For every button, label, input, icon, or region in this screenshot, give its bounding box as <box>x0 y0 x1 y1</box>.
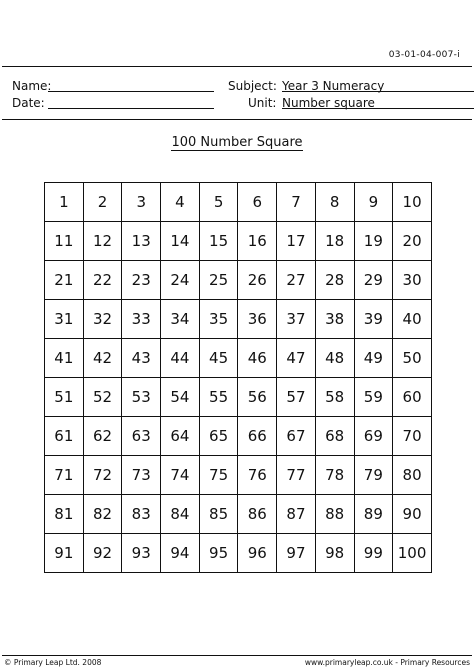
grid-cell: 42 <box>83 339 122 378</box>
header-rule-top <box>2 66 472 67</box>
grid-cell: 71 <box>45 456 84 495</box>
subject-line <box>282 91 474 92</box>
name-field[interactable] <box>12 79 51 93</box>
grid-cell: 34 <box>161 300 200 339</box>
grid-cell: 25 <box>199 261 238 300</box>
grid-cell: 44 <box>161 339 200 378</box>
grid-cell: 59 <box>354 378 393 417</box>
grid-cell: 99 <box>354 534 393 573</box>
unit-label: Unit: <box>248 96 277 110</box>
grid-cell: 80 <box>393 456 432 495</box>
grid-cell: 98 <box>315 534 354 573</box>
grid-cell: 79 <box>354 456 393 495</box>
grid-cell: 33 <box>122 300 161 339</box>
grid-cell: 19 <box>354 222 393 261</box>
unit-value: Number square <box>282 96 375 110</box>
grid-cell: 84 <box>161 495 200 534</box>
grid-cell: 23 <box>122 261 161 300</box>
grid-cell: 37 <box>277 300 316 339</box>
subject-value: Year 3 Numeracy <box>282 79 385 93</box>
grid-cell: 66 <box>238 417 277 456</box>
grid-cell: 14 <box>161 222 200 261</box>
name-label: Name: <box>12 79 52 93</box>
grid-cell: 95 <box>199 534 238 573</box>
grid-row <box>45 417 432 456</box>
grid-cell: 61 <box>45 417 84 456</box>
grid-cell: 7 <box>277 183 316 222</box>
grid-cell: 6 <box>238 183 277 222</box>
grid-cell: 51 <box>45 378 84 417</box>
grid-cell: 20 <box>393 222 432 261</box>
grid-row <box>45 183 432 222</box>
grid-cell: 53 <box>122 378 161 417</box>
subject-label: Subject: <box>228 79 277 93</box>
grid-cell: 74 <box>161 456 200 495</box>
grid-cell: 36 <box>238 300 277 339</box>
grid-cell: 39 <box>354 300 393 339</box>
grid-row <box>45 378 432 417</box>
date-line <box>48 108 214 109</box>
grid-cell: 12 <box>83 222 122 261</box>
grid-cell: 69 <box>354 417 393 456</box>
number-square-grid <box>44 182 432 573</box>
grid-cell: 9 <box>354 183 393 222</box>
grid-cell: 24 <box>161 261 200 300</box>
grid-cell: 100 <box>393 534 432 573</box>
grid-cell: 38 <box>315 300 354 339</box>
grid-cell: 87 <box>277 495 316 534</box>
grid-cell: 57 <box>277 378 316 417</box>
grid-cell: 91 <box>45 534 84 573</box>
grid-cell: 67 <box>277 417 316 456</box>
grid-cell: 3 <box>122 183 161 222</box>
grid-cell: 58 <box>315 378 354 417</box>
page-title-text: 100 Number Square <box>171 135 303 150</box>
unit-line <box>282 108 474 109</box>
grid-row <box>45 495 432 534</box>
grid-cell: 2 <box>83 183 122 222</box>
grid-row <box>45 222 432 261</box>
grid-cell: 48 <box>315 339 354 378</box>
footer-copyright: © Primary Leap Ltd. 2008 <box>4 658 102 667</box>
grid-cell: 47 <box>277 339 316 378</box>
grid-cell: 22 <box>83 261 122 300</box>
grid-cell: 17 <box>277 222 316 261</box>
grid-cell: 68 <box>315 417 354 456</box>
header-rule-bottom <box>2 119 472 120</box>
grid-row <box>45 261 432 300</box>
grid-cell: 32 <box>83 300 122 339</box>
grid-cell: 78 <box>315 456 354 495</box>
grid-cell: 63 <box>122 417 161 456</box>
grid-cell: 60 <box>393 378 432 417</box>
grid-cell: 88 <box>315 495 354 534</box>
footer-site: www.primaryleap.co.uk - Primary Resources <box>304 658 470 667</box>
grid-cell: 93 <box>122 534 161 573</box>
grid-cell: 94 <box>161 534 200 573</box>
grid-cell: 55 <box>199 378 238 417</box>
grid-cell: 85 <box>199 495 238 534</box>
grid-cell: 89 <box>354 495 393 534</box>
footer-rule <box>2 655 472 656</box>
subject-field <box>228 79 385 93</box>
grid-cell: 26 <box>238 261 277 300</box>
grid-row <box>45 339 432 378</box>
grid-cell: 11 <box>45 222 84 261</box>
grid-cell: 8 <box>315 183 354 222</box>
grid-row <box>45 534 432 573</box>
grid-cell: 86 <box>238 495 277 534</box>
grid-cell: 41 <box>45 339 84 378</box>
grid-cell: 18 <box>315 222 354 261</box>
grid-cell: 46 <box>238 339 277 378</box>
grid-cell: 43 <box>122 339 161 378</box>
grid-row <box>45 300 432 339</box>
grid-cell: 56 <box>238 378 277 417</box>
grid-cell: 73 <box>122 456 161 495</box>
grid-cell: 13 <box>122 222 161 261</box>
grid-cell: 65 <box>199 417 238 456</box>
grid-cell: 15 <box>199 222 238 261</box>
grid-cell: 45 <box>199 339 238 378</box>
date-field[interactable] <box>12 96 45 110</box>
grid-cell: 76 <box>238 456 277 495</box>
grid-cell: 40 <box>393 300 432 339</box>
grid-cell: 27 <box>277 261 316 300</box>
grid-cell: 77 <box>277 456 316 495</box>
grid-cell: 82 <box>83 495 122 534</box>
date-label: Date: <box>12 96 45 110</box>
grid-cell: 70 <box>393 417 432 456</box>
unit-field <box>248 96 375 110</box>
grid-cell: 35 <box>199 300 238 339</box>
grid-cell: 54 <box>161 378 200 417</box>
grid-cell: 10 <box>393 183 432 222</box>
grid-row <box>45 456 432 495</box>
grid-cell: 62 <box>83 417 122 456</box>
grid-cell: 16 <box>238 222 277 261</box>
grid-cell: 5 <box>199 183 238 222</box>
reference-code: 03-01-04-007-i <box>388 50 460 60</box>
grid-cell: 92 <box>83 534 122 573</box>
grid-cell: 90 <box>393 495 432 534</box>
grid-cell: 50 <box>393 339 432 378</box>
name-line <box>48 91 214 92</box>
grid-cell: 97 <box>277 534 316 573</box>
grid-cell: 29 <box>354 261 393 300</box>
grid-cell: 1 <box>45 183 84 222</box>
grid-cell: 96 <box>238 534 277 573</box>
grid-cell: 75 <box>199 456 238 495</box>
grid-cell: 52 <box>83 378 122 417</box>
grid-cell: 64 <box>161 417 200 456</box>
grid-cell: 72 <box>83 456 122 495</box>
grid-cell: 21 <box>45 261 84 300</box>
grid-cell: 31 <box>45 300 84 339</box>
grid-cell: 83 <box>122 495 161 534</box>
grid-cell: 30 <box>393 261 432 300</box>
grid-cell: 49 <box>354 339 393 378</box>
grid-cell: 4 <box>161 183 200 222</box>
grid-cell: 28 <box>315 261 354 300</box>
page-title <box>0 135 474 150</box>
grid-cell: 81 <box>45 495 84 534</box>
